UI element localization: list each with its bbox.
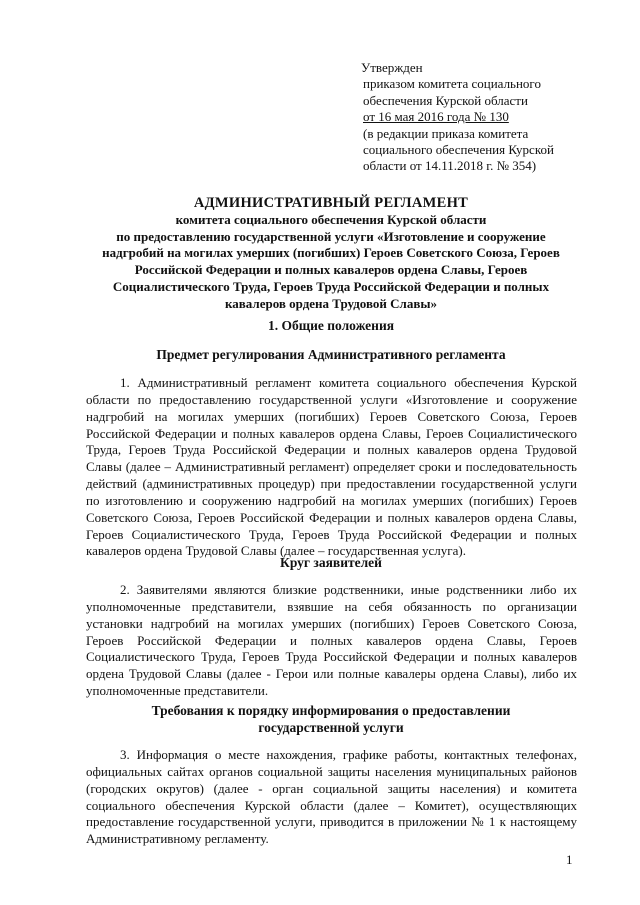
text-line: Российской Федерации и полных кавалеров ордена Славы, Героев Социалистического	[86, 425, 577, 441]
title-line: Социалистического Труда, Героев Труда Российской Федерации и полных	[112, 278, 550, 294]
document-title	[86, 195, 576, 313]
title-line: кавалеров ордена Трудовой Славы»	[224, 295, 437, 311]
text-line: уполномоченные представители, взявшие на себя обязанность по организации	[86, 598, 577, 614]
text-line: Славы (далее – Административный регламент) определяет сроки и последовательность	[86, 459, 577, 475]
approval-line: Утвержден	[361, 60, 423, 75]
text-line: установки надгробий на могилах умерших (погибших) Героев Советского Союза,	[86, 615, 577, 631]
approval-stamp	[361, 60, 601, 175]
approval-line: приказом комитета социального	[363, 76, 541, 92]
text-line: 2. Заявителями являются близкие родственники, иные родственники либо их	[120, 582, 577, 597]
text-line: 3. Информация о месте нахождения, графике работы, контактных телефонах,	[120, 747, 577, 762]
text-line: Героев Социалистического Труда, Героев Труда Российской Федерации и полных	[86, 526, 577, 542]
title-main: АДМИНИСТРАТИВНЫЙ РЕГЛАМЕНТ	[193, 195, 469, 211]
text-line: Советского Союза, Героев Российской Федерации и полных кавалеров ордена Славы,	[86, 509, 577, 525]
title-line: Российской Федерации и полных кавалеров ордена Славы, Героев	[134, 262, 528, 278]
title-line: по предоставлению государственной услуги «Изготовление и сооружение	[116, 228, 546, 244]
paragraph-3	[86, 747, 577, 848]
text-line: предоставление государственной услуги, приводится в приложении № 1 к настоящему	[86, 814, 577, 830]
text-line: ордена Трудовой Славы (далее - Герои или полные кавалеры ордена Славы), либо их	[86, 666, 577, 682]
text-line: по изготовлению и сооружению надгробий на могилах умерших (погибших) Героев	[86, 492, 577, 508]
text-line: уполномоченные представители.	[86, 683, 269, 699]
text-line: Административному регламенту.	[86, 831, 269, 847]
approval-line: (в редакции приказа комитета	[363, 125, 529, 141]
text-line: 1. Административный регламент комитета социального обеспечения Курской	[120, 375, 577, 390]
text-line: Социалистического Труда, Героев Труда Российской Федерации и полных кавалеров	[86, 649, 577, 665]
approval-line: социального обеспечения Курской	[363, 142, 554, 158]
page-number: 1	[566, 852, 573, 867]
approval-date-line: от 16 мая 2016 года № 130	[363, 109, 509, 125]
text-line: Труда, Героев Труда Российской Федерации и полных кавалеров ордена Трудовой	[86, 442, 577, 458]
approval-line: области от 14.11.2018 г. № 354)	[363, 158, 537, 174]
paragraph-1	[86, 375, 577, 560]
text-line: Героев Российской Федерации и полных кавалеров ордена Славы, Героев	[86, 632, 577, 648]
text-line: области по предоставлению государственной услуги «Изготовление и сооружение	[86, 391, 577, 407]
paragraph-2	[86, 582, 577, 700]
text-line: надгробий на могилах умерших (погибших) Героев Советского Союза, Героев	[86, 408, 577, 424]
text-line: кавалеров ордена Трудовой Славы (далее – государственная услуга).	[86, 543, 466, 559]
text-line: официальных сайтах органов социальной защиты населения муниципальных районов	[86, 763, 577, 779]
subsection-heading-info: Требования к порядку информирования о предоставлении	[151, 703, 511, 718]
title-line: комитета социального обеспечения Курской области	[175, 211, 487, 227]
title-line: надгробий на могилах умерших (погибших) Героев Советского Союза, Героев	[102, 245, 560, 261]
text-line: (городских округов) (далее - орган социальной защиты населения) и комитета	[86, 780, 577, 796]
text-line: социального обеспечения Курской области (далее – Комитет), осуществляющих	[86, 797, 577, 813]
section-heading: 1. Общие положения	[267, 318, 395, 333]
subsection-heading: Предмет регулирования Административного регламента	[156, 347, 506, 362]
approval-line: обеспечения Курской области	[363, 92, 528, 108]
subsection-heading-info-cont: государственной услуги	[258, 720, 404, 735]
text-line: действий (административных процедур) при предоставлении государственной услуги	[86, 476, 577, 492]
subsection-heading-applicants: Круг заявителей	[280, 555, 382, 570]
